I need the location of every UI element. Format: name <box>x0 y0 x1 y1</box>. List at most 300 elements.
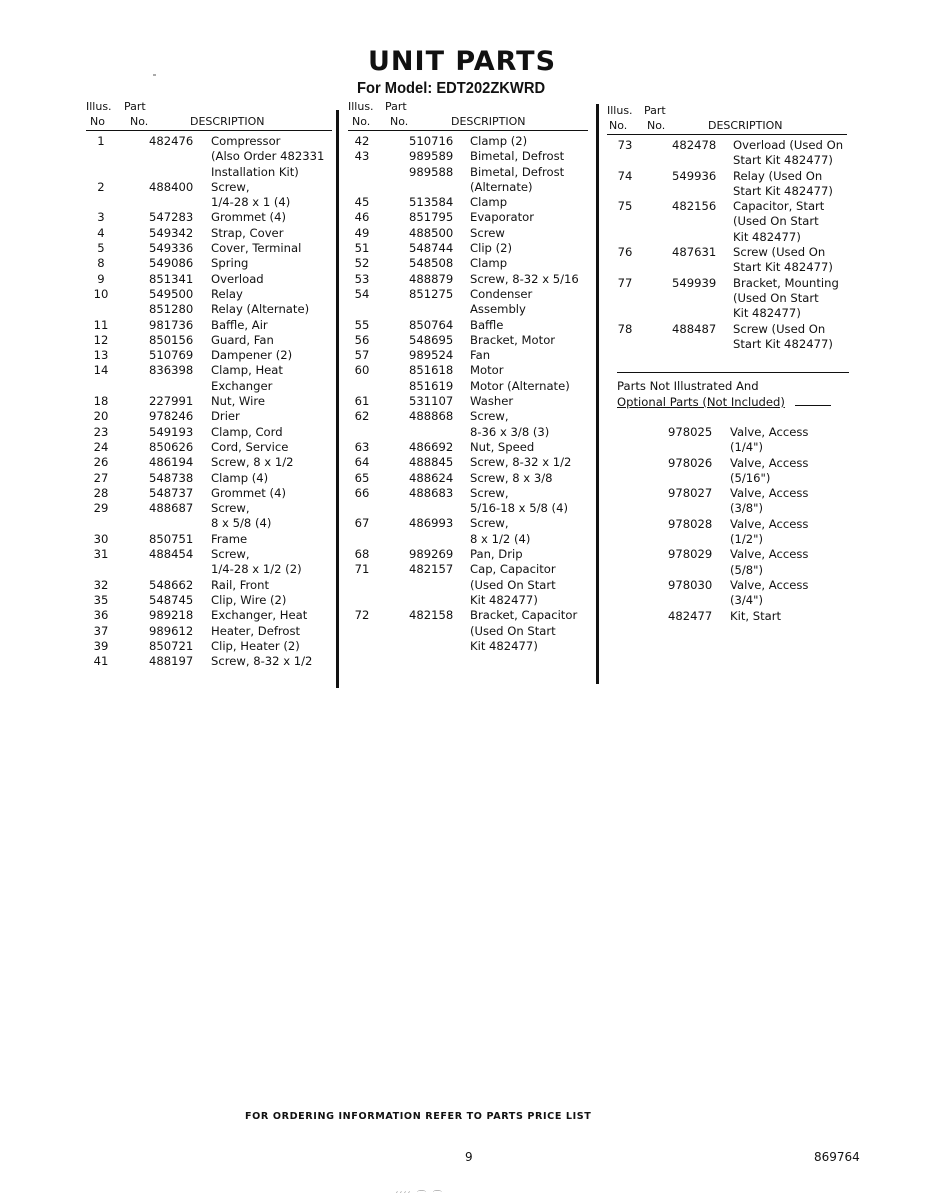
illus-number: 29 <box>93 501 109 516</box>
description-line: Start Kit 482477) <box>733 183 833 198</box>
description-line: Screw <box>470 225 505 240</box>
description-line: Exchanger <box>211 378 273 393</box>
part-number: 981736 <box>149 317 194 332</box>
part-number: 482158 <box>409 608 454 623</box>
part-description <box>470 394 513 409</box>
description-line: 8 x 1/2 (4) <box>470 531 531 546</box>
part-description <box>470 241 512 256</box>
parts-row <box>86 333 332 348</box>
part-number: 989588 <box>409 164 454 179</box>
description-header: DESCRIPTION <box>708 119 783 132</box>
column-header-row-1 <box>348 99 588 114</box>
illus-number: 1 <box>97 134 105 148</box>
illus-number: 39 <box>93 638 109 653</box>
description-line: (1/4") <box>730 440 764 455</box>
parts-row <box>86 639 332 654</box>
illus-number: 4 <box>97 225 105 240</box>
parts-list <box>86 134 332 669</box>
illus-number: 11 <box>93 317 109 332</box>
part-number: 510769 <box>149 348 194 363</box>
parts-row <box>86 578 332 593</box>
part-number: 488500 <box>409 225 454 240</box>
description-line: Clip, Wire (2) <box>211 592 287 607</box>
description-line: Valve, Access <box>730 577 809 592</box>
description-line: (Also Order 482331 <box>211 149 325 164</box>
parts-row <box>86 226 332 241</box>
part-description <box>211 348 292 363</box>
description-line: Fan <box>470 348 491 363</box>
illus-number: 65 <box>354 470 370 485</box>
parts-list <box>348 134 588 654</box>
parts-row <box>348 149 588 164</box>
parts-row <box>348 210 588 225</box>
parts-row <box>348 471 588 486</box>
part-description <box>470 272 579 287</box>
description-line: Strap, Cover <box>211 225 284 240</box>
part-number: 486692 <box>409 439 454 454</box>
parts-column-1 <box>86 99 332 669</box>
description-line: Bracket, Capacitor <box>470 608 578 623</box>
description-line: Nut, Wire <box>211 394 266 409</box>
description-line: Start Kit 482477) <box>733 336 833 351</box>
parts-row <box>86 180 332 211</box>
part-description <box>211 134 324 180</box>
description-line: Rail, Front <box>211 577 270 592</box>
illus-number: 31 <box>93 547 109 562</box>
part-description <box>211 210 286 225</box>
description-line: Clamp <box>470 256 508 271</box>
parts-row <box>86 302 332 317</box>
column-header-row-2 <box>86 114 332 129</box>
description-line: Cover, Terminal <box>211 241 302 256</box>
description-line: 8 x 5/8 (4) <box>211 516 272 531</box>
part-description <box>730 517 808 548</box>
part-number: 488624 <box>409 470 454 485</box>
part-description <box>730 456 808 487</box>
description-line: Bracket, Motor <box>470 332 556 347</box>
description-line: Screw (Used On <box>733 245 826 260</box>
part-description <box>470 149 564 164</box>
parts-row <box>348 272 588 287</box>
part-description <box>470 210 534 225</box>
description-line: Start Kit 482477) <box>733 153 833 168</box>
part-description <box>470 379 570 394</box>
description-line: Motor (Alternate) <box>470 378 570 393</box>
description-line: Installation Kit) <box>211 164 299 179</box>
parts-row <box>348 440 588 455</box>
description-line: Grommet (4) <box>211 485 286 500</box>
description-line: Overload (Used On <box>733 138 844 152</box>
part-number: 850751 <box>149 531 194 546</box>
illus-number: 61 <box>354 394 370 409</box>
illus-number: 24 <box>93 439 109 454</box>
description-line: Kit 482477) <box>470 638 538 653</box>
description-line: Relay (Used On <box>733 168 823 183</box>
illus-number: 42 <box>354 134 370 148</box>
part-description <box>470 516 530 547</box>
part-number: 548744 <box>409 241 454 256</box>
description-line: Dampener (2) <box>211 348 293 363</box>
trailing-rule <box>795 405 831 406</box>
parts-row <box>86 624 332 639</box>
parts-row <box>348 348 588 363</box>
part-number: 548738 <box>149 470 194 485</box>
description-line: Kit 482477) <box>733 306 801 321</box>
description-line: Kit 482477) <box>733 229 801 244</box>
part-description <box>211 333 274 348</box>
description-line: Screw, 8-32 x 1/2 <box>470 455 572 470</box>
illus-number: 74 <box>617 168 633 183</box>
part-description <box>211 272 264 287</box>
description-line: Valve, Access <box>730 425 809 439</box>
part-description <box>733 199 824 245</box>
part-description <box>211 256 248 271</box>
part-number: 989612 <box>149 623 194 638</box>
part-description <box>730 425 808 456</box>
description-line: Clamp (4) <box>211 470 269 485</box>
part-description <box>733 138 843 169</box>
part-number: 488197 <box>149 654 194 669</box>
description-line: Kit, Start <box>730 608 782 623</box>
part-description <box>211 318 268 333</box>
parts-row <box>348 363 588 378</box>
description-line: (1/2") <box>730 532 764 547</box>
part-description <box>211 654 312 669</box>
illus-number: 41 <box>93 654 109 669</box>
part-number: 850721 <box>149 638 194 653</box>
part-description <box>470 608 577 654</box>
part-number: 978030 <box>668 577 713 592</box>
description-line: (Used On Start <box>470 577 556 592</box>
part-number: 978025 <box>668 425 713 439</box>
part-description <box>733 169 833 200</box>
description-line: Screw, <box>470 485 509 500</box>
parts-row <box>348 608 588 654</box>
parts-row <box>348 394 588 409</box>
parts-row <box>86 241 332 256</box>
header-rule <box>86 130 332 131</box>
parts-row <box>348 226 588 241</box>
parts-row <box>86 471 332 486</box>
description-line: Compressor <box>211 134 281 148</box>
part-number: 513584 <box>409 195 454 210</box>
description-line: Nut, Speed <box>470 439 535 454</box>
column-header-row-2 <box>607 118 847 133</box>
description-line: Washer <box>470 394 514 409</box>
description-line: (Used On Start <box>733 214 819 229</box>
description-line: Motor <box>470 363 504 378</box>
description-line: Screw, <box>470 516 509 531</box>
description-line: Spring <box>211 256 249 271</box>
part-description <box>730 609 781 624</box>
part-number: 978028 <box>668 516 713 531</box>
parts-row <box>607 245 847 276</box>
header-rule <box>348 130 588 131</box>
description-line: Bimetal, Defrost <box>470 164 565 179</box>
part-number: 978246 <box>149 409 194 424</box>
part-number: 482477 <box>668 608 713 623</box>
illus-number: 78 <box>617 321 633 336</box>
part-number: 531107 <box>409 394 454 409</box>
parts-row <box>86 501 332 532</box>
illus-number: 46 <box>354 210 370 225</box>
parts-row <box>86 348 332 363</box>
part-description <box>470 195 507 210</box>
part-description <box>211 486 286 501</box>
parts-column-3 <box>607 103 847 352</box>
part-description <box>730 547 808 578</box>
part-number: 488845 <box>409 455 454 470</box>
parts-row <box>86 547 332 578</box>
description-line: Screw, <box>211 547 250 562</box>
parts-row <box>86 440 332 455</box>
not-illustrated-heading-line-2: Optional Parts (Not Included) <box>617 395 785 409</box>
part-description <box>470 409 549 440</box>
parts-row <box>348 547 588 562</box>
description-line: Screw, 8-32 x 1/2 <box>211 654 313 669</box>
description-line: Clamp <box>470 195 508 210</box>
illus-number: 68 <box>354 547 370 562</box>
parts-row <box>86 210 332 225</box>
illus-number: 36 <box>93 608 109 623</box>
part-description <box>211 532 247 547</box>
illus-number: 76 <box>617 245 633 260</box>
description-line: Kit 482477) <box>470 592 538 607</box>
illus-number: 67 <box>354 516 370 531</box>
part-number: 989218 <box>149 608 194 623</box>
illus-number: 27 <box>93 470 109 485</box>
part-number: 989524 <box>409 348 454 363</box>
parts-row <box>348 379 588 394</box>
description-line: Grommet (4) <box>211 210 286 225</box>
illus-number: 45 <box>354 195 370 210</box>
parts-row <box>86 654 332 669</box>
part-number: 488879 <box>409 271 454 286</box>
parts-row <box>348 486 588 517</box>
part-description <box>470 318 503 333</box>
parts-row <box>348 241 588 256</box>
parts-row <box>348 256 588 271</box>
illus-number: 56 <box>354 332 370 347</box>
description-line: Evaporator <box>470 210 535 225</box>
page-number: 9 <box>465 1150 473 1164</box>
illus-no-header: No. <box>609 119 628 132</box>
illus-number: 26 <box>93 455 109 470</box>
part-description <box>211 440 288 455</box>
part-description <box>211 547 302 578</box>
part-description <box>730 486 808 517</box>
description-line: Clip, Heater (2) <box>211 638 300 653</box>
part-number: 510716 <box>409 134 454 148</box>
not-illustrated-heading-line-1: Parts Not Illustrated And <box>617 379 759 393</box>
description-line: Screw, <box>470 409 509 424</box>
parts-row <box>348 165 588 196</box>
parts-row <box>86 409 332 424</box>
part-description <box>470 256 507 271</box>
part-description <box>730 578 808 609</box>
part-number: 850764 <box>409 317 454 332</box>
description-line: Start Kit 482477) <box>733 260 833 275</box>
parts-row <box>607 276 847 322</box>
illus-number: 54 <box>354 286 370 301</box>
illus-number: 37 <box>93 623 109 638</box>
part-description <box>470 455 571 470</box>
illus-header: Illus. <box>348 100 374 113</box>
description-line: Drier <box>211 409 240 424</box>
description-line: Bimetal, Defrost <box>470 149 565 164</box>
description-line: Valve, Access <box>730 547 809 562</box>
description-line: Screw, 8 x 1/2 <box>211 455 294 470</box>
description-line: 5/16-18 x 5/8 (4) <box>470 501 568 516</box>
part-description <box>733 322 833 353</box>
parts-row <box>86 608 332 623</box>
part-description <box>211 394 265 409</box>
part-number: 549500 <box>149 286 194 301</box>
illus-number: 77 <box>617 275 633 290</box>
illus-number: 63 <box>354 439 370 454</box>
part-number: 836398 <box>149 363 194 378</box>
parts-row <box>348 333 588 348</box>
illus-number: 60 <box>354 363 370 378</box>
part-description <box>211 639 300 654</box>
section-rule <box>617 372 849 373</box>
part-description <box>211 363 283 394</box>
part-description <box>733 276 839 322</box>
part-description <box>470 363 504 378</box>
column-header-row-2 <box>348 114 588 129</box>
description-line: Capacitor, Start <box>733 199 825 214</box>
description-line: Clip (2) <box>470 241 513 256</box>
description-line: (3/8") <box>730 501 764 516</box>
description-line: Screw, <box>211 501 250 516</box>
column-divider <box>596 104 599 684</box>
part-number: 482157 <box>409 562 454 577</box>
description-line: Heater, Defrost <box>211 623 301 638</box>
part-number: 851795 <box>409 210 454 225</box>
description-line: Pan, Drip <box>470 547 523 562</box>
part-description <box>470 440 534 455</box>
parts-row <box>348 318 588 333</box>
illus-number: 3 <box>97 210 105 225</box>
part-description <box>733 245 833 276</box>
column-header-row-1 <box>86 99 332 114</box>
parts-row <box>607 138 847 169</box>
parts-row <box>86 134 332 180</box>
part-number: 488868 <box>409 409 454 424</box>
illus-number: 30 <box>93 531 109 546</box>
illus-number: 23 <box>93 424 109 439</box>
illus-number: 28 <box>93 485 109 500</box>
document-number: 869764 <box>814 1150 860 1164</box>
illus-no-header: No <box>90 115 105 128</box>
illus-number: 13 <box>93 348 109 363</box>
page-title: UNIT PARTS <box>368 46 557 77</box>
description-line: Guard, Fan <box>211 332 274 347</box>
illus-number: 8 <box>97 256 105 271</box>
column-divider <box>336 110 339 688</box>
part-description <box>211 180 290 211</box>
description-line: Screw, <box>211 179 250 194</box>
part-number: 482156 <box>672 199 717 214</box>
part-description <box>470 562 556 608</box>
parts-row <box>348 409 588 440</box>
part-number: 978029 <box>668 547 713 562</box>
parts-row <box>86 287 332 302</box>
part-description <box>470 333 555 348</box>
part-description <box>470 226 505 241</box>
description-line: Baffle <box>470 317 504 332</box>
part-description <box>211 287 243 302</box>
description-line: Bracket, Mounting <box>733 275 839 290</box>
description-line: (3/4") <box>730 593 764 608</box>
parts-row <box>348 516 588 547</box>
illus-number: 73 <box>617 138 633 152</box>
illus-number: 51 <box>354 241 370 256</box>
illus-number: 53 <box>354 271 370 286</box>
model-subtitle: For Model: EDT202ZKWRD <box>357 80 546 97</box>
illus-header: Illus. <box>86 100 112 113</box>
parts-row <box>607 199 847 245</box>
part-number: 227991 <box>149 394 194 409</box>
part-number: 851280 <box>149 302 194 317</box>
part-number: 851341 <box>149 271 194 286</box>
part-number: 486993 <box>409 516 454 531</box>
part-no-header: No. <box>647 119 666 132</box>
ordering-note: FOR ORDERING INFORMATION REFER TO PARTS PRICE LIST <box>245 1111 592 1122</box>
part-number: 488454 <box>149 547 194 562</box>
part-number: 850156 <box>149 332 194 347</box>
illus-number: 35 <box>93 592 109 607</box>
illus-number: 2 <box>97 179 105 194</box>
parts-row <box>86 272 332 287</box>
part-description <box>211 425 283 440</box>
illus-number: 9 <box>97 271 105 286</box>
part-description <box>211 241 301 256</box>
parts-row <box>86 394 332 409</box>
description-line: (Alternate) <box>470 179 533 194</box>
part-number: 549086 <box>149 256 194 271</box>
part-number: 549193 <box>149 424 194 439</box>
description-line: (5/16") <box>730 470 771 485</box>
part-description <box>211 624 300 639</box>
description-line: (Used On Start <box>470 623 556 638</box>
description-line: Overload <box>211 271 264 286</box>
illus-number: 62 <box>354 409 370 424</box>
description-line: Assembly <box>470 302 526 317</box>
part-description <box>211 471 268 486</box>
part-description <box>211 593 286 608</box>
description-line: (5/8") <box>730 562 764 577</box>
description-line: Screw, 8 x 3/8 <box>470 470 553 485</box>
part-number: 549939 <box>672 275 717 290</box>
part-description <box>211 409 240 424</box>
part-number: 548695 <box>409 332 454 347</box>
part-number: 547283 <box>149 210 194 225</box>
description-line: Relay (Alternate) <box>211 302 310 317</box>
parts-row <box>86 532 332 547</box>
description-line: Screw (Used On <box>733 321 826 336</box>
part-number: 548745 <box>149 592 194 607</box>
parts-row <box>86 363 332 394</box>
part-header: Part <box>644 104 666 117</box>
part-no-header: No. <box>130 115 149 128</box>
illus-number: 52 <box>354 256 370 271</box>
description-line: Screw, 8-32 x 5/16 <box>470 271 579 286</box>
part-header: Part <box>124 100 146 113</box>
description-header: DESCRIPTION <box>451 115 526 128</box>
parts-row <box>86 318 332 333</box>
description-line: Cap, Capacitor <box>470 562 556 577</box>
